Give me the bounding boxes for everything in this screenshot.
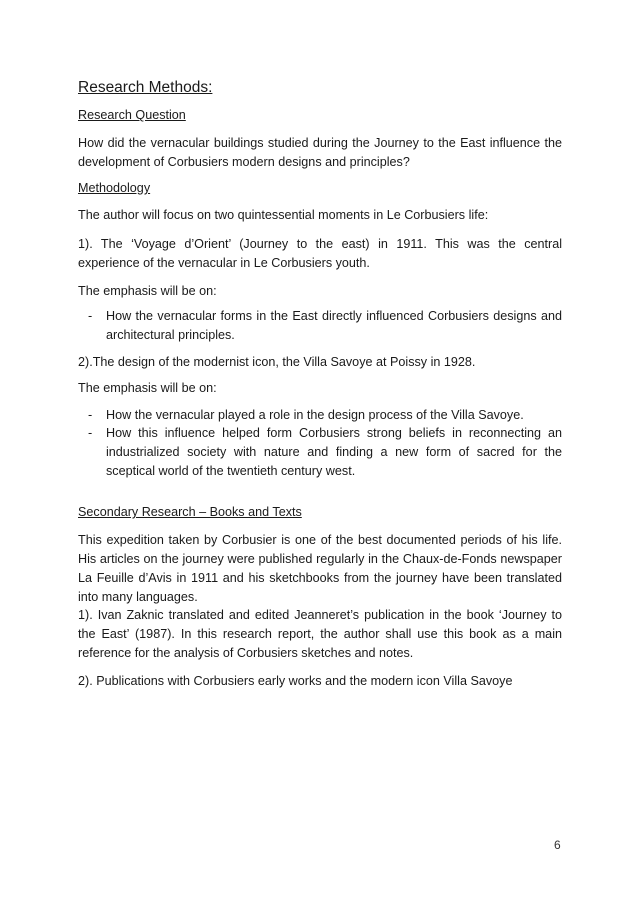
list-item xyxy=(78,307,562,345)
section-heading: Research Methods: xyxy=(78,79,213,96)
secondary-research-label: Secondary Research – Books and Texts xyxy=(78,505,302,519)
secondary-paragraph-1: This expedition taken by Corbusier is one of the best documented periods of his life. His articles on the journey were published regularly in the Chaux-de-Fonds newspaper La Feuille d’Avis in 1911 and his sketchbooks from the journey have been translated into many languages. xyxy=(78,533,562,604)
secondary-paragraph-3: 2). Publications with Corbusiers early works and the modern icon Villa Savoye xyxy=(78,674,513,688)
list-item-text: How the vernacular forms in the East directly influenced Corbusiers designs and architectural principles. xyxy=(106,309,562,342)
page-number: 6 xyxy=(554,838,561,852)
research-question-text: How did the vernacular buildings studied during the Journey to the East influence the development of Corbusiers modern designs and principles? xyxy=(78,136,562,169)
methodology-label: Methodology xyxy=(78,181,151,195)
list-item-text: How this influence helped form Corbusiers strong beliefs in reconnecting an industrialized society with nature and finding a new form of sacred for the sceptical world of the twentieth century west. xyxy=(106,426,562,478)
list-dash: - xyxy=(88,408,93,422)
moment-two-paragraph: 2).The design of the modernist icon, the Villa Savoye at Poissy in 1928. xyxy=(78,355,476,369)
secondary-paragraph-2: 1). Ivan Zaknic translated and edited Jeanneret’s publication in the book ‘Journey to the East’ (1987). In this research report, the author shall use this book as a main reference for the analysis of Corbusiers sketches and notes. xyxy=(78,608,562,660)
emphasis-two-label: The emphasis will be on: xyxy=(78,381,217,395)
list-item xyxy=(78,406,562,425)
moment-one-paragraph: 1). The ‘Voyage d’Orient’ (Journey to the east) in 1911. This was the central experience of the vernacular in Le Corbusiers youth. xyxy=(78,237,562,270)
research-question-label: Research Question xyxy=(78,108,186,122)
list-dash: - xyxy=(88,309,93,323)
methodology-intro: The author will focus on two quintessential moments in Le Corbusiers life: xyxy=(78,208,489,222)
emphasis-one-label: The emphasis will be on: xyxy=(78,284,217,298)
list-item xyxy=(78,424,562,481)
list-dash: - xyxy=(88,426,93,440)
list-item-text: How the vernacular played a role in the design process of the Villa Savoye. xyxy=(106,408,524,422)
